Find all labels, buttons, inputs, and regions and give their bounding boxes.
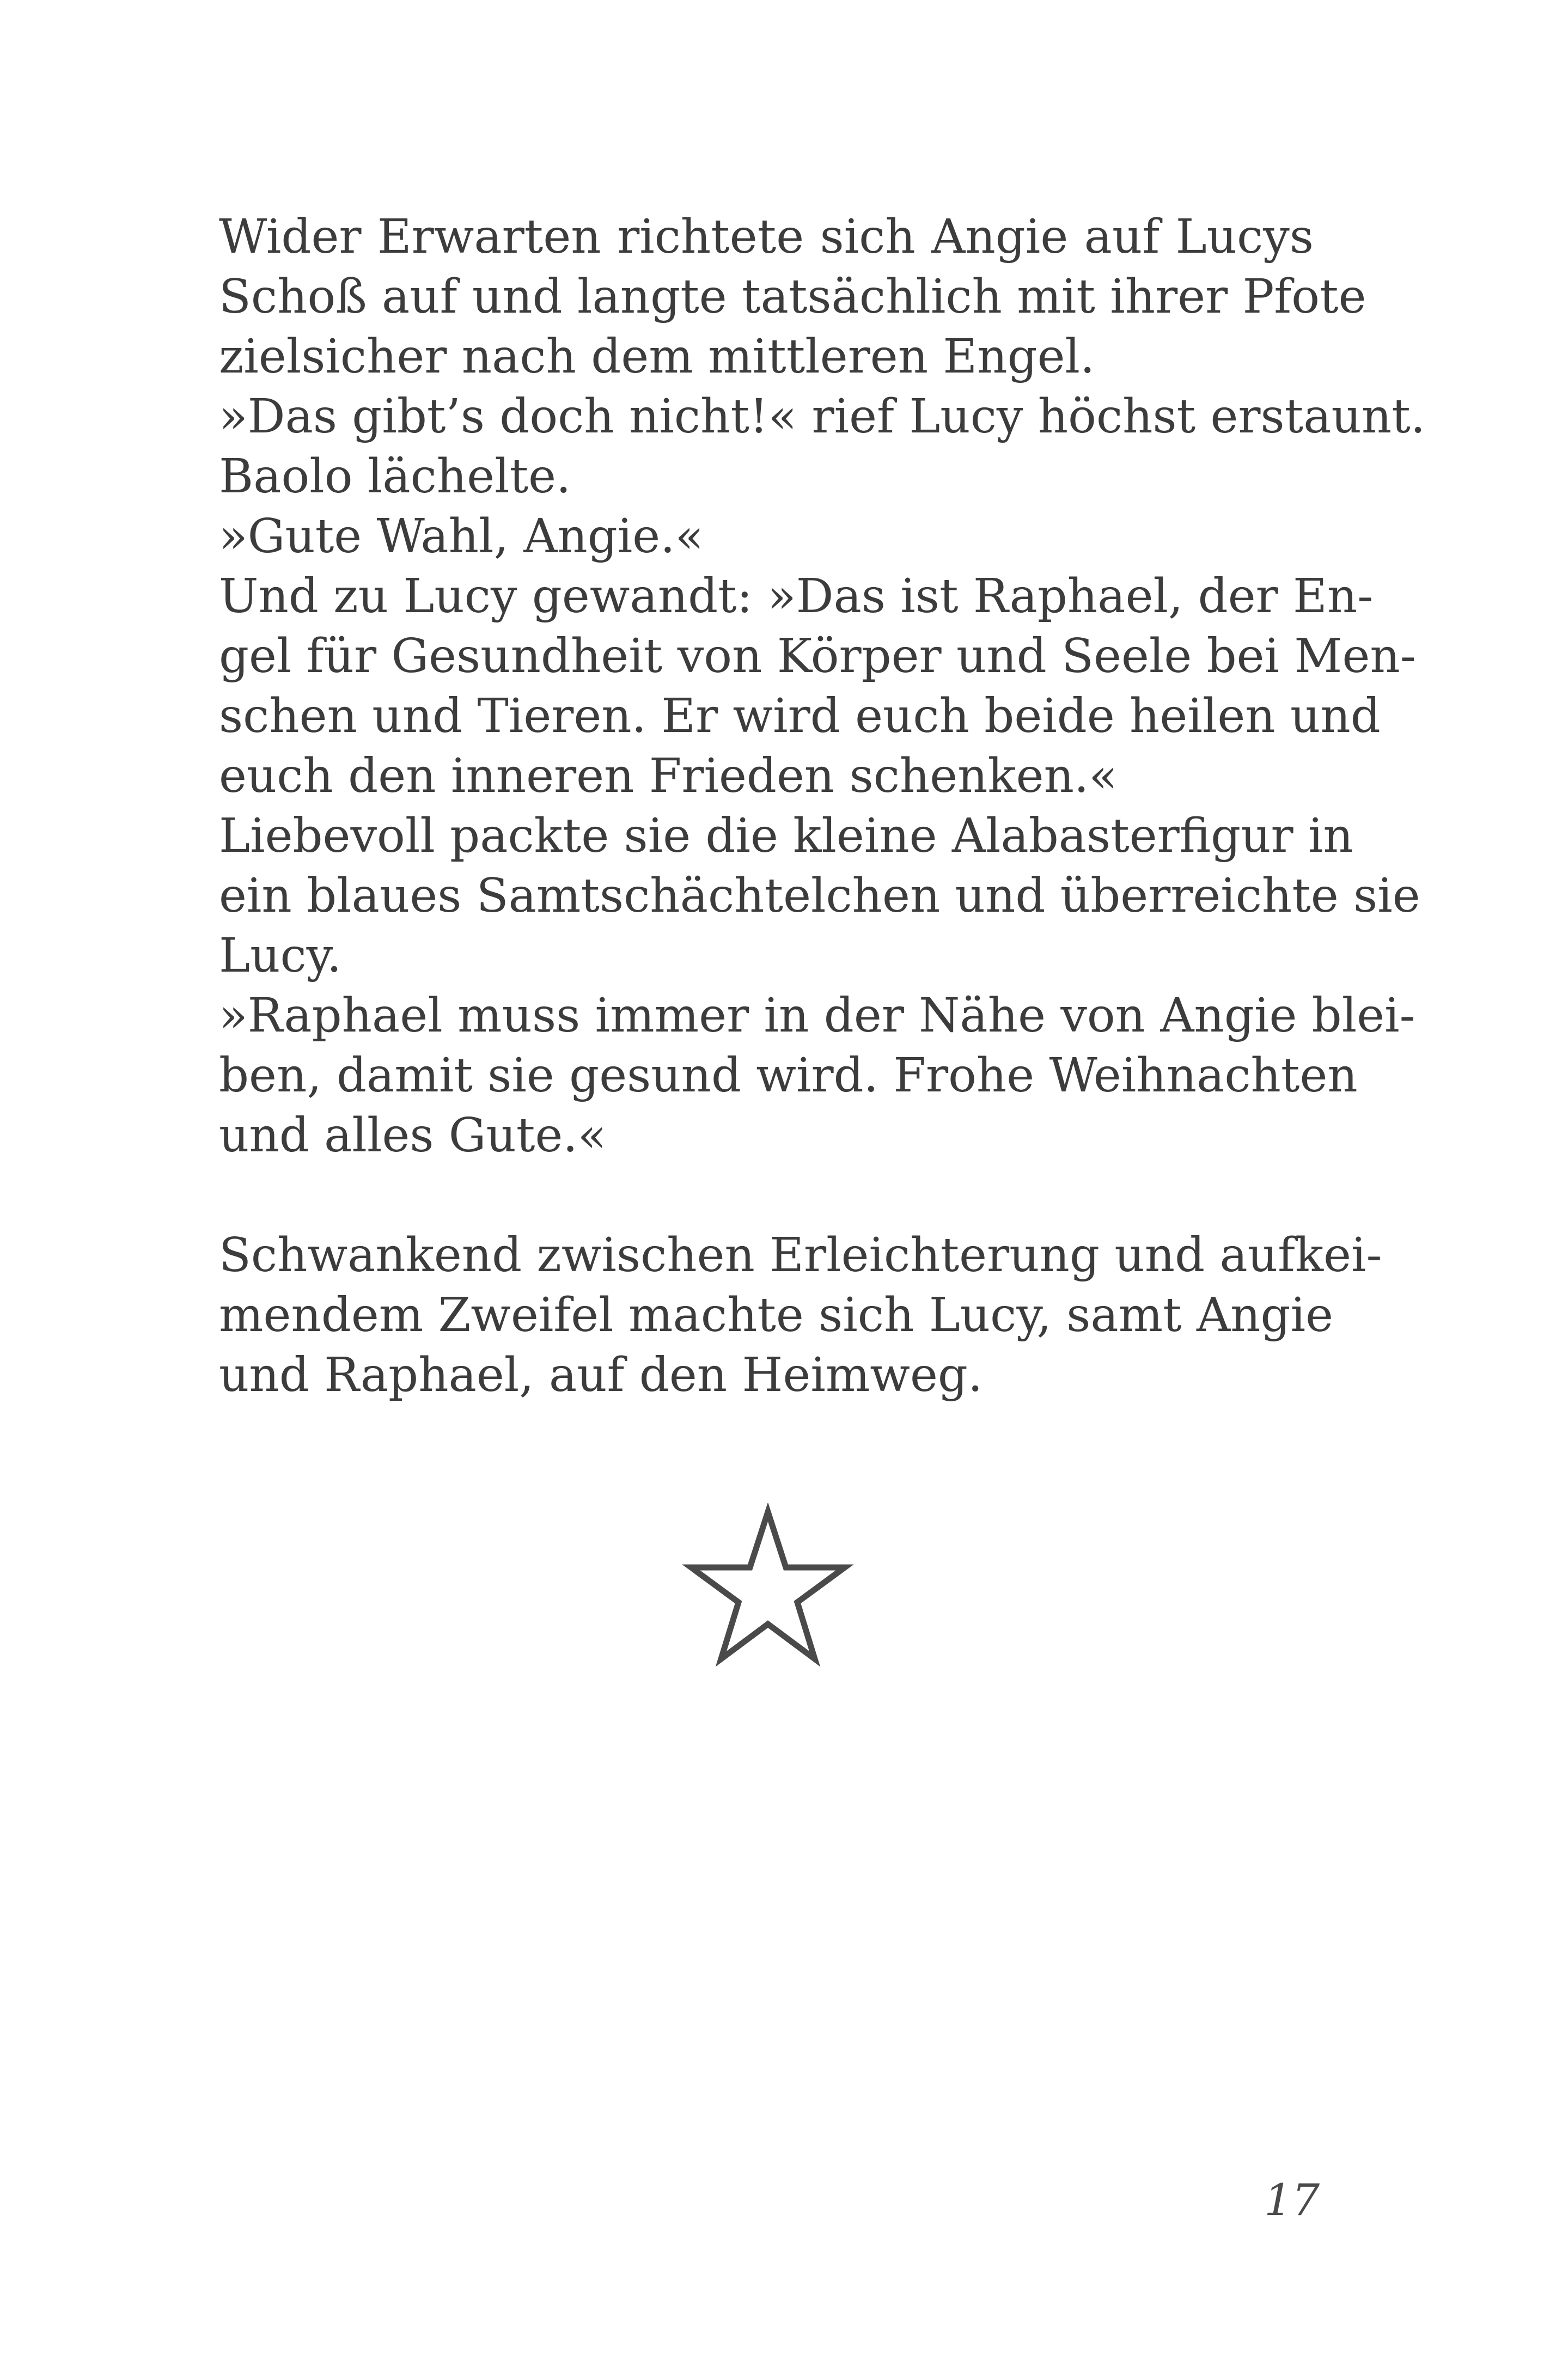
text-line: euch den inneren Frieden schenken.« — [219, 749, 1118, 803]
text-line: Liebevoll packte sie die kleine Alabasterfigur in — [219, 809, 1353, 863]
star-icon — [678, 1503, 858, 1677]
text-line: Und zu Lucy gewandt: »Das ist Raphael, der En- — [219, 569, 1374, 624]
paragraph — [219, 447, 1314, 506]
paragraph — [219, 207, 1366, 387]
text-line: ein blaues Samtschächtelchen und überreichte sie — [219, 869, 1420, 923]
text-line: »Das gibt’s doch nicht!« rief Lucy höchst erstaunt. — [219, 389, 1426, 444]
paragraph — [219, 806, 1420, 986]
text-line: zielsicher nach dem mittleren Engel. — [219, 329, 1095, 384]
text-line: ben, damit sie gesund wird. Frohe Weihnachten — [219, 1048, 1358, 1103]
text-line: schen und Tieren. Er wird euch beide heilen und — [219, 689, 1381, 743]
text-line: und Raphael, auf den Heimweg. — [219, 1348, 983, 1402]
page-number: 17 — [1264, 2175, 1320, 2225]
paragraph — [219, 387, 1426, 447]
paragraph-spacer — [219, 1165, 1314, 1225]
text-line: gel für Gesundheit von Körper und Seele bei Men- — [219, 629, 1416, 684]
paragraph — [219, 1225, 1382, 1405]
paragraph — [219, 506, 1314, 566]
text-line: und alles Gute.« — [219, 1108, 607, 1163]
text-line: Lucy. — [219, 929, 342, 983]
text-line: »Raphael muss immer in der Nähe von Angie blei- — [219, 988, 1415, 1043]
text-line: Baolo lächelte. — [219, 449, 571, 504]
text-line: Schoß auf und langte tatsächlich mit ihrer Pfote — [219, 270, 1366, 324]
body-text — [219, 207, 1426, 1405]
text-line: »Gute Wahl, Angie.« — [219, 509, 704, 564]
paragraph — [219, 986, 1415, 1165]
text-line: Wider Erwarten richtete sich Angie auf Lucys — [219, 210, 1314, 264]
text-line: mendem Zweifel machte sich Lucy, samt Angie — [219, 1288, 1333, 1342]
paragraph — [219, 566, 1416, 806]
text-line: Schwankend zwischen Erleichterung und aufkei- — [219, 1228, 1382, 1283]
